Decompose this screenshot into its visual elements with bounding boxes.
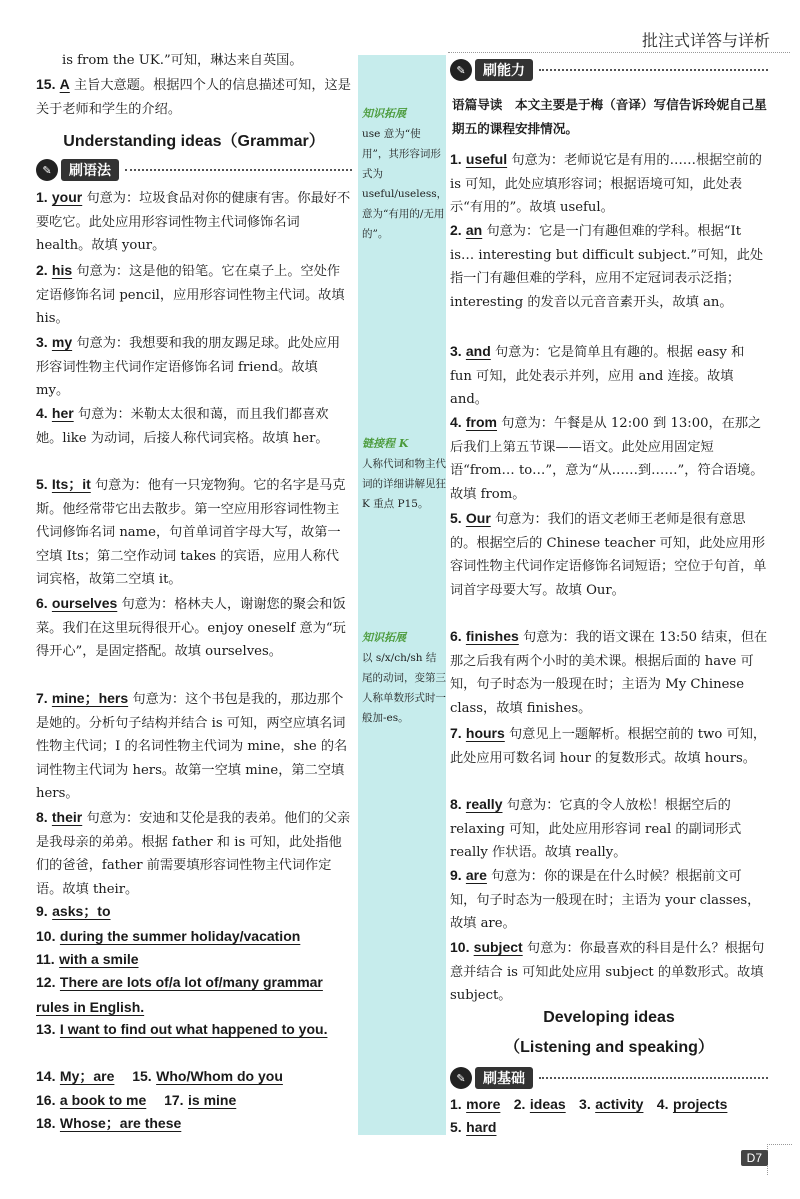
passage-intro: 语篇导读 本文主要是于梅（音译）写信告诉玲妮自己星期五的课程安排情况。	[452, 97, 767, 136]
item-answer: There are lots of/a lot of/many grammar rules in English.	[36, 974, 323, 1015]
left-item-7	[36, 687, 352, 806]
item-answer: subject	[473, 939, 523, 955]
item-answer: are	[465, 867, 487, 883]
right-item-10	[450, 936, 768, 1008]
item-number: 4.	[656, 1096, 669, 1112]
item-answer: ideas	[529, 1096, 566, 1112]
side-note-3	[362, 628, 446, 728]
page-header-title: 批注式详答与详析	[641, 31, 770, 50]
item-answer: useful	[465, 151, 508, 167]
item-answer: more	[466, 1096, 501, 1112]
item-answer: their	[51, 809, 83, 825]
page-number: D7	[741, 1150, 768, 1166]
item-number: 1.	[450, 1096, 462, 1112]
section-subtitle-listening: （Listening and speaking）	[504, 1039, 714, 1056]
item-number: 2.	[36, 262, 48, 278]
left-fill-18	[36, 1111, 352, 1136]
item-explanation: 句意为：这个书包是我的，那边那个是她的。分析句子结构并结合 is 可知，两空应填名词性物主代词；I 的名词性物主代词为 mine，she 的名词性物主代词为 hers。故第一空填 mine，第二空填 hers。	[36, 692, 348, 802]
page-corner	[767, 1144, 792, 1175]
item-number: 14.	[36, 1068, 56, 1084]
item-answer: a book to me	[59, 1092, 147, 1108]
item-number: 7.	[450, 725, 462, 741]
item-explanation: 句意为：它是简单且有趣的。根据 easy 和 fun 可知，此处表示并列，应用 and 连接。故填 and。	[450, 345, 745, 408]
side-note-2-title: 链接程 K	[362, 437, 409, 450]
left-fill-10	[36, 924, 352, 949]
badge-grammar-label: 刷语法	[61, 159, 119, 181]
item-explanation: 句意为：你的课是在什么时候？根据前文可知，句子时态为一般现在时；主语为 your classes，故填 are。	[450, 869, 761, 932]
item-answer: Whose；are these	[59, 1115, 182, 1131]
item-answer: ourselves	[51, 595, 118, 611]
item-answer: Its；it	[51, 476, 91, 492]
item-answer: My；are	[59, 1068, 115, 1084]
item-explanation: 句意为：它是一门有趣但难的学科。根据“It is… interesting but difficult subject.”可知，此处指一门有趣但难的学科，应用不定冠词表示泛指；interesting 的发音以元音音素开头，故填 an。	[450, 224, 764, 310]
item-number: 1.	[450, 151, 462, 167]
item-number: 15.	[132, 1068, 152, 1084]
left-top-line: is from the UK.”可知，琳达来自英国。	[62, 53, 303, 68]
item-explanation: 句意为：它真的令人放松！根据空后的 relaxing 可知，此处应用形容词 real 的副词形式 really 作状语。故填 really。	[450, 798, 742, 861]
q15-answer: A	[59, 76, 70, 92]
item-number: 8.	[36, 809, 48, 825]
item-number: 6.	[450, 628, 462, 644]
item-answer: during the summer holiday/vacation	[59, 928, 301, 944]
item-answer: is mine	[188, 1092, 237, 1108]
item-number: 7.	[36, 690, 48, 706]
item-explanation: 句意为：安迪和艾伦是我的表弟。他们的父亲是我母亲的弟弟。根据 father 和 is 可知，此处指他们的爸爸，father 前需要填形容词性物主代词作定语。故填 their。	[36, 811, 351, 897]
item-number: 5.	[36, 476, 48, 492]
left-item-1	[36, 186, 352, 258]
side-note-1-text: use 意为“使用”，其形容词形式为 useful/useless，意为“有用的/无用的”。	[362, 128, 448, 240]
item-number: 6.	[36, 595, 48, 611]
right-item-8	[450, 793, 768, 865]
side-note-3-title: 知识拓展	[362, 631, 406, 644]
item-number: 10.	[36, 928, 56, 944]
item-answer: hours	[465, 725, 505, 741]
pencil-icon: ✎	[450, 1067, 472, 1089]
dotted-divider	[539, 1077, 768, 1079]
item-number: 17.	[164, 1092, 184, 1108]
item-answer: mine；hers	[51, 690, 129, 706]
item-answer: my	[51, 334, 73, 350]
side-note-3-text: 以 s/x/ch/sh 结尾的动词，变第三人称单数形式时一般加-es。	[362, 652, 446, 724]
right-item-7	[450, 722, 768, 770]
left-item-3	[36, 331, 352, 403]
item-explanation: 句意为：米勒太太很和蔼，而且我们都喜欢她。like 为动词，后接人称代词宾格。故填 her。	[36, 407, 329, 446]
item-answer: really	[465, 796, 503, 812]
left-fill-9	[36, 899, 352, 924]
left-fill-14-15	[36, 1064, 352, 1089]
side-note-2	[362, 434, 446, 514]
right-item-3	[450, 340, 768, 412]
item-answer: and	[465, 343, 491, 359]
left-fill-11	[36, 947, 352, 972]
item-number: 3.	[450, 343, 462, 359]
section-title-developing: Developing ideas	[543, 1009, 675, 1026]
pencil-icon: ✎	[36, 159, 58, 181]
item-answer: Our	[465, 510, 491, 526]
left-item-4	[36, 402, 352, 450]
left-item-8	[36, 806, 352, 901]
right-item-5	[450, 507, 768, 602]
item-number: 4.	[450, 414, 462, 430]
section-title-grammar: Understanding ideas（Grammar）	[63, 133, 325, 150]
item-number: 18.	[36, 1115, 56, 1131]
right-item-6	[450, 625, 768, 720]
item-number: 3.	[579, 1096, 591, 1112]
q15-number: 15.	[36, 76, 56, 92]
item-number: 2.	[450, 222, 462, 238]
right-item-2	[450, 219, 768, 314]
badge-ability	[450, 58, 768, 82]
badge-grammar	[36, 158, 352, 182]
right-item-1	[450, 148, 768, 220]
badge-basics-label: 刷基础	[475, 1067, 533, 1089]
item-explanation: 句意为：你最喜欢的科目是什么？根据句意并结合 is 可知此处应用 subject 的单数形式。故填 subject。	[450, 941, 765, 1004]
item-number: 11.	[36, 951, 55, 967]
item-answer: an	[465, 222, 483, 238]
item-number: 16.	[36, 1092, 56, 1108]
item-answer: your	[51, 189, 83, 205]
item-answer: hard	[466, 1119, 497, 1135]
header-divider	[448, 52, 790, 53]
badge-basics	[450, 1066, 768, 1090]
basics-row-2	[450, 1115, 768, 1140]
left-fill-16-17	[36, 1088, 352, 1113]
item-number: 9.	[450, 867, 462, 883]
item-answer: asks；to	[52, 903, 111, 919]
item-number: 2.	[513, 1096, 526, 1112]
item-answer: with a smile	[59, 951, 139, 967]
pencil-icon: ✎	[450, 59, 472, 81]
basics-row-1	[450, 1092, 768, 1117]
item-number: 1.	[36, 189, 48, 205]
side-note-2-text: 人称代词和物主代词的详细讲解见狂 K 重点 P15。	[362, 458, 446, 510]
item-explanation: 句意为：格林夫人，谢谢您的聚会和饭菜。我们在这里玩得很开心。enjoy oneself 意为“玩得开心”，是固定搭配。故填 ourselves。	[36, 597, 346, 660]
dotted-divider	[125, 169, 352, 171]
item-number: 10.	[450, 939, 470, 955]
right-item-9	[450, 864, 768, 936]
item-answer: her	[51, 405, 74, 421]
left-item-6	[36, 592, 352, 664]
item-number: 5.	[450, 1119, 462, 1135]
item-number: 4.	[36, 405, 48, 421]
left-fill-13	[36, 1017, 352, 1042]
side-note-1-title: 知识拓展	[362, 107, 406, 120]
item-explanation: 句意为：我想要和我的朋友踢足球。此处应用形容词性物主代词作定语修饰名词 friend。故填 my。	[36, 336, 341, 399]
item-number: 5.	[450, 510, 462, 526]
item-explanation: 句意为：我的语文课在 13:50 结束，但在那之后我有两个小时的美术课。根据后面的 have 可知，句子时态为一般现在时；主语为 My Chinese class，故填 finishes。	[450, 630, 768, 716]
item-explanation: 句意为：老师说它是有用的……根据空前的 is 可知，此处应填形容词；根据语境可知，此处表示“有用的”。故填 useful。	[450, 153, 762, 216]
badge-ability-label: 刷能力	[475, 59, 533, 81]
item-answer: I want to find out what happened to you.	[59, 1021, 328, 1037]
right-item-4	[450, 411, 768, 506]
item-answer: his	[51, 262, 73, 278]
item-explanation: 句意为：这是他的铅笔。它在桌子上。空处作定语修饰名词 pencil，应用形容词性物主代词。故填 his。	[36, 264, 345, 327]
item-explanation: 句意为：午餐是从 12:00 到 13:00，在那之后我们上第五节课——语文。此处应用固定短语“from… to…”，意为“从……到……”，符合语境。故填 from。	[450, 416, 764, 502]
item-answer: Who/Whom do you	[156, 1068, 283, 1084]
side-note-1	[362, 104, 446, 244]
item-number: 13.	[36, 1021, 56, 1037]
item-answer: activity	[595, 1096, 644, 1112]
item-explanation: 句意见上一题解析。根据空前的 two 可知，此处应用可数名词 hour 的复数形式。故填 hours。	[450, 727, 767, 766]
item-answer: finishes	[465, 628, 519, 644]
left-fill-12	[36, 970, 352, 1020]
item-answer: projects	[672, 1096, 728, 1112]
item-explanation: 句意为：他有一只宠物狗。它的名字是马克斯。他经常带它出去散步。第一空应用形容词性物主代词修饰名词 name，句首单词首字母大写，故第一空填 Its；第二空作动词 takes 的宾语，应用人称代词宾格，故第二空填 it。	[36, 478, 346, 588]
left-q15	[36, 73, 352, 121]
left-item-2	[36, 259, 352, 331]
item-number: 3.	[36, 334, 48, 350]
item-number: 8.	[450, 796, 462, 812]
left-item-5	[36, 473, 352, 592]
item-explanation: 句意为：垃圾食品对你的健康有害。你最好不要吃它。此处应用形容词性物主代词修饰名词 health。故填 your。	[36, 191, 351, 254]
dotted-divider	[539, 69, 768, 71]
item-number: 12.	[36, 974, 56, 990]
item-answer: from	[465, 414, 498, 430]
item-explanation: 句意为：我们的语文老师王老师是很有意思的。根据空后的 Chinese teacher 可知，此处应用形容词性物主代词作定语修饰名词短语；空位于句首，单词首字母要大写。故填 Our。	[450, 512, 767, 598]
q15-text: 主旨大意题。根据四个人的信息描述可知，这是关于老师和学生的介绍。	[36, 78, 351, 117]
item-number: 9.	[36, 903, 48, 919]
